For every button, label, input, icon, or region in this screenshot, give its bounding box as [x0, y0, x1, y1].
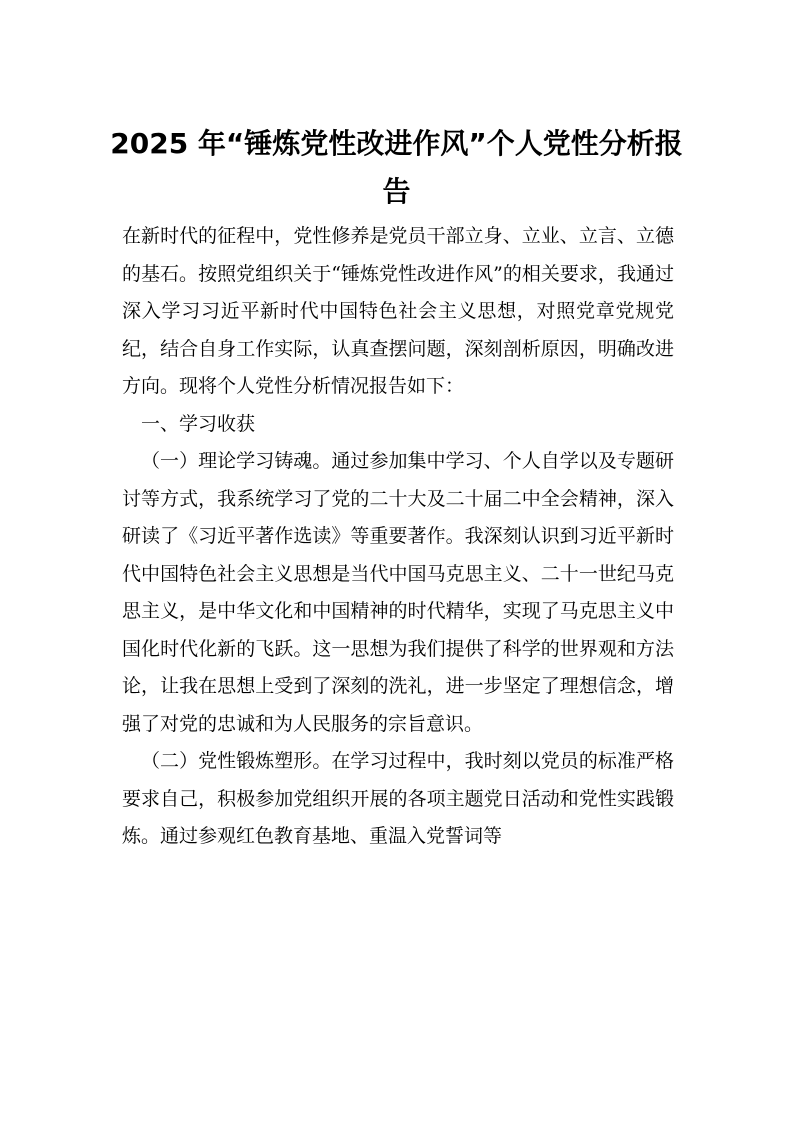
document-title: 2025 年“锤炼党性改进作风”个人党性分析报告 — [110, 127, 683, 208]
paragraph-party-spirit-training: （二）党性锻炼塑形。在学习过程中，我时刻以党员的标准严格要求自己，积极参加党组织开展的各项主题党日活动和党性实践锻炼。通过参观红色教育基地、重温入党誓词等 — [122, 750, 674, 847]
section-heading-learning-gains: 一、学习收获 — [141, 412, 256, 435]
document-body — [122, 218, 674, 856]
paragraph-theory-study: （一）理论学习铸魂。通过参加集中学习、个人自学以及专题研讨等方式，我系统学习了党的二十大及二十届二中全会精神，深入研读了《习近平著作选读》等重要著作。我深刻认识到习近平新时代中国特色社会主义思想是当代中国马克思主义、二十一世纪马克思主义，是中华文化和中国精神的时代精华，实现了马克思主义中国化时代化新的飞跃。这一思想为我们提供了科学的世界观和方法论，让我在思想上受到了深刻的洗礼，进一步坚定了理想信念，增强了对党的忠诚和为人民服务的宗旨意识。 — [122, 450, 674, 735]
intro-paragraph: 在新时代的征程中，党性修养是党员干部立身、立业、立言、立德的基石。按照党组织关于“锤炼党性改进作风”的相关要求，我通过深入学习习近平新时代中国特色社会主义思想，对照党章党规党纪，结合自身工作实际，认真查摆问题，深刻剖析原因，明确改进方向。现将个人党性分析情况报告如下： — [122, 225, 674, 397]
